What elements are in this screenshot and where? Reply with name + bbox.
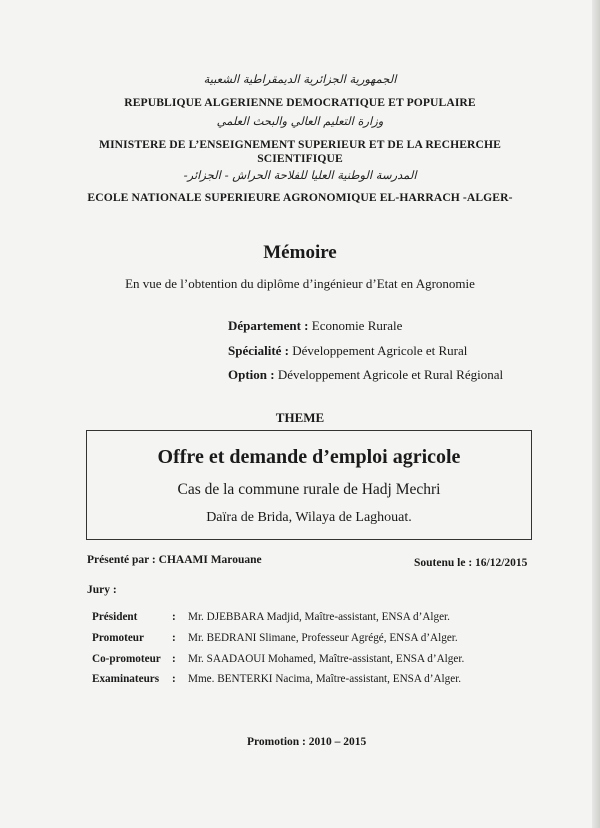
ministry-heading-line1: MINISTERE DE L’ENSEIGNEMENT SUPERIEUR ET DE LA RECHERCHE bbox=[99, 138, 501, 151]
jury-role: Examinateurs bbox=[92, 673, 160, 685]
arabic-school-heading: المدرسة الوطنية العليا للفلاحة الحراش - الجزائر- bbox=[183, 168, 417, 182]
theme-label: THEME bbox=[275, 410, 325, 425]
specialite-label: Spécialité : bbox=[228, 343, 290, 358]
theme-title: Offre et demande d’emploi agricole bbox=[157, 446, 461, 468]
specialite-line bbox=[228, 343, 467, 359]
departement-value: Economie Rurale bbox=[308, 318, 403, 333]
option-value: Développement Agricole et Rural Régional bbox=[274, 367, 504, 382]
arabic-ministry-heading: وزارة التعليم العالي والبحث العلمي bbox=[216, 114, 384, 128]
specialite-value: Développement Agricole et Rural bbox=[289, 343, 468, 358]
school-heading: ECOLE NATIONALE SUPERIEURE AGRONOMIQUE EL-HARRACH -ALGER- bbox=[87, 191, 513, 204]
memoire-title: Mémoire bbox=[263, 242, 337, 263]
jury-colon: : bbox=[172, 632, 176, 644]
departement-label: Département : bbox=[228, 318, 309, 333]
jury-member-name: Mr. DJEBBARA Madjid, Maître-assistant, ENSA d’Alger. bbox=[188, 611, 450, 623]
jury-member-name: Mr. SAADAOUI Mohamed, Maître-assistant, ENSA d’Alger. bbox=[188, 653, 465, 665]
departement-line bbox=[228, 318, 402, 334]
theme-subtitle-daira: Daïra de Brida, Wilaya de Laghouat. bbox=[206, 510, 412, 525]
arabic-republic-heading: الجمهورية الجزائرية الديمقراطية الشعبية bbox=[203, 72, 397, 86]
jury-member-name: Mme. BENTERKI Nacima, Maître-assistant, ENSA d’Alger. bbox=[188, 673, 462, 685]
ministry-heading-line2: SCIENTIFIQUE bbox=[257, 152, 343, 165]
jury-label: Jury : bbox=[87, 584, 117, 596]
option-label: Option : bbox=[228, 367, 275, 382]
jury-member-name: Mr. BEDRANI Slimane, Professeur Agrégé, ENSA d’Alger. bbox=[188, 632, 458, 644]
presented-by: Présenté par : CHAAMI Marouane bbox=[87, 554, 262, 566]
option-line bbox=[228, 367, 503, 383]
promotion-years: Promotion : 2010 – 2015 bbox=[247, 736, 367, 748]
memoire-subtitle: En vue de l’obtention du diplôme d’ingénieur d’Etat en Agronomie bbox=[125, 276, 475, 291]
jury-role: Promoteur bbox=[92, 632, 144, 644]
jury-role: Co-promoteur bbox=[92, 653, 161, 665]
defense-date: Soutenu le : 16/12/2015 bbox=[414, 557, 528, 569]
jury-colon: : bbox=[172, 673, 176, 685]
jury-colon: : bbox=[172, 611, 176, 623]
theme-subtitle-commune: Cas de la commune rurale de Hadj Mechri bbox=[177, 481, 441, 498]
jury-role: Président bbox=[92, 611, 138, 623]
republic-heading: REPUBLIQUE ALGERIENNE DEMOCRATIQUE ET POPULAIRE bbox=[124, 96, 476, 109]
jury-colon: : bbox=[172, 653, 176, 665]
